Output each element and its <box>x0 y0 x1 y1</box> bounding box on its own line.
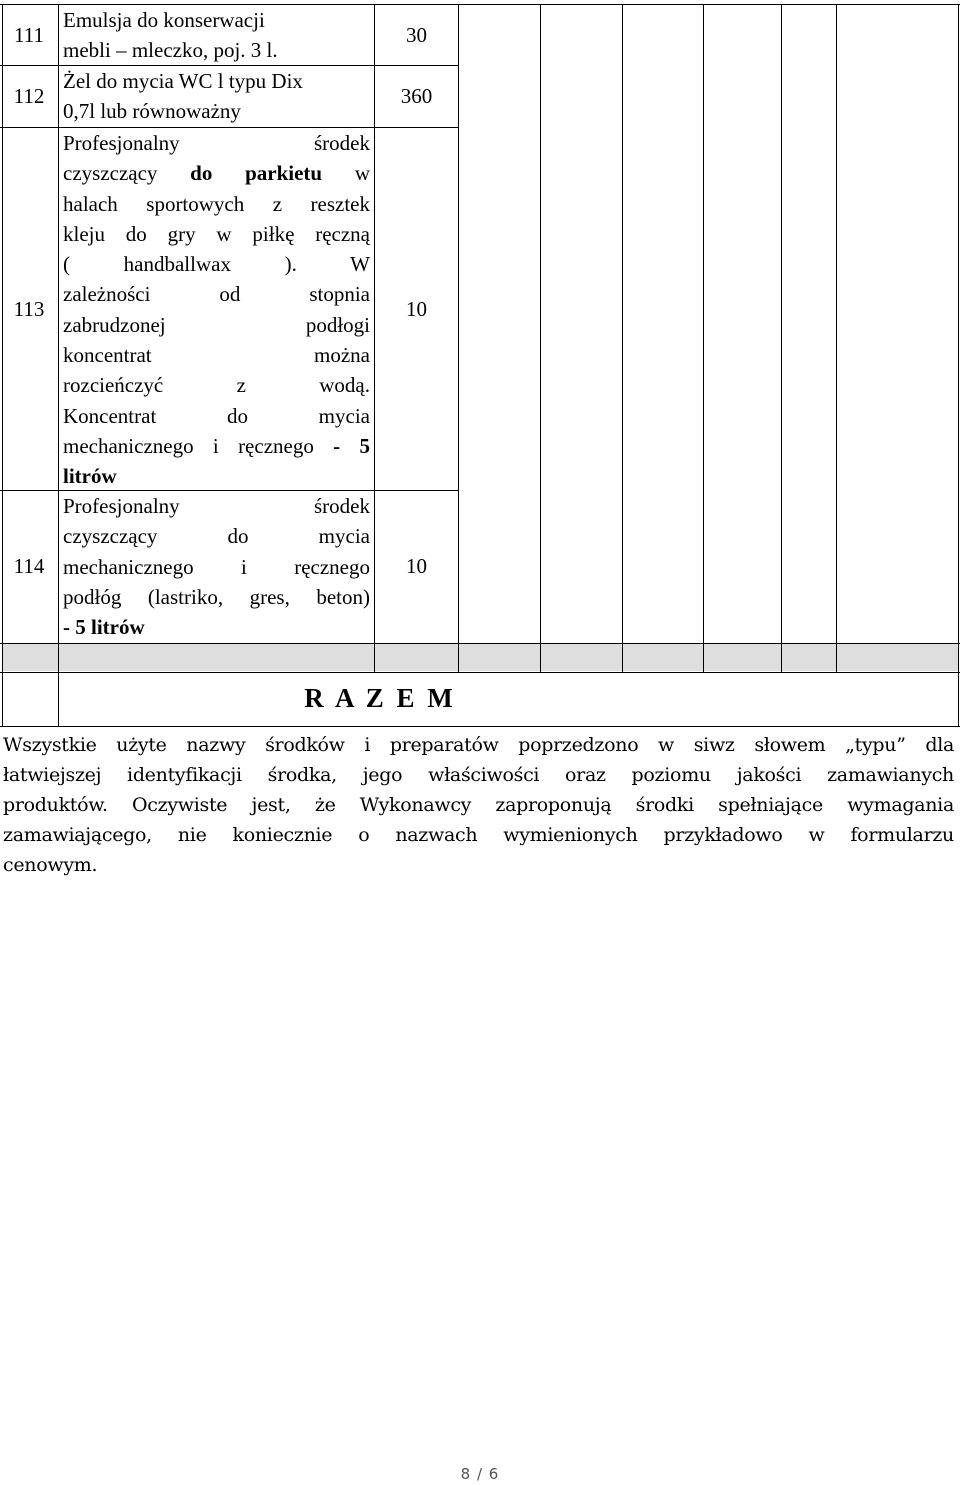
description-line: litrów <box>63 464 117 489</box>
row-quantity: 10 <box>406 554 427 578</box>
description-line: Profesjonalny środek <box>63 131 370 155</box>
note-line: cenowym. <box>3 854 98 876</box>
row-description <box>63 491 370 642</box>
emphasis-text: do parkietu <box>190 161 323 186</box>
description-line: kleju do gry w piłkę ręczną <box>63 221 370 246</box>
row-number: 111 <box>14 23 44 47</box>
description-line: mechanicznego i ręcznego <box>63 554 370 579</box>
shaded-row <box>2 644 958 671</box>
row-quantity: 30 <box>406 23 427 47</box>
note-line: łatwiejszej identyfikacji środka, jego właściwości oraz poziomu jakości zamawianych <box>3 764 954 786</box>
description-line: halach sportowych z resztek <box>63 191 370 216</box>
description-line: Koncentrat do mycia <box>63 403 370 428</box>
row-number: 112 <box>13 84 45 108</box>
description-line: rozcieńczyć z wodą. <box>63 373 370 398</box>
description-line: zależności od stopnia <box>63 282 370 307</box>
description-line: - 5 litrów <box>63 615 145 640</box>
row-description <box>63 5 370 66</box>
row-quantity: 360 <box>400 84 433 108</box>
note-paragraph <box>3 730 954 880</box>
emphasis-text: - 5 <box>333 433 370 458</box>
description-line: czyszczący do mycia <box>63 524 370 549</box>
total-label: R A Z E M <box>304 683 456 713</box>
page-number: 8 / 6 <box>460 1465 500 1483</box>
row-quantity: 10 <box>406 297 427 321</box>
row-description <box>63 128 370 492</box>
note-line: Wszystkie użyte nazwy środków i preparatów poprzedzono w siwz słowem „typu” dla <box>3 734 954 756</box>
description-line: Profesjonalny środek <box>63 494 370 518</box>
description-line: koncentrat można <box>63 343 370 368</box>
row-description <box>63 66 370 127</box>
description-line: ( handballwax ). W <box>63 252 370 277</box>
description-line: podłóg (lastriko, gres, beton) <box>63 584 370 609</box>
description-line: Żel do mycia WC l typu Dix <box>63 69 303 93</box>
description-line-bold-part: czyszczący do parkietu w <box>63 161 371 186</box>
note-line: produktów. Oczywiste jest, że Wykonawcy zaproponują środki spełniające wymagania <box>3 794 954 816</box>
row-number: 114 <box>13 554 45 578</box>
row-number: 113 <box>13 297 45 321</box>
description-line: mebli – mleczko, poj. 3 l. <box>63 38 278 63</box>
description-line: mechanicznego i ręcznego - 5 <box>63 433 370 458</box>
description-line: zabrudzonej podłogi <box>63 312 370 337</box>
description-line: 0,7l lub równoważny <box>63 99 241 124</box>
description-line: Emulsja do konserwacji <box>63 8 265 32</box>
note-line: zamawiającego, nie koniecznie o nazwach wymienionych przykładowo w formularzu <box>3 824 954 846</box>
